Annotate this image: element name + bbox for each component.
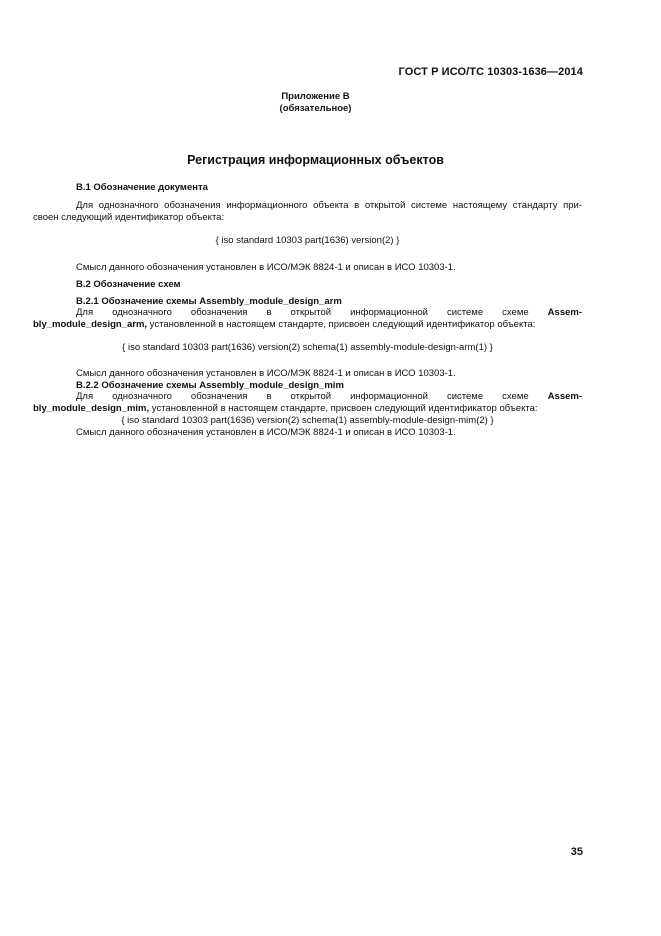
heading-b2: В.2 Обозначение схем: [76, 279, 181, 290]
b21-line2-text: установленной в настоящем стандарте, присвоен следующий идентификатор объекта:: [147, 319, 536, 330]
appendix-status: (обязательное): [279, 103, 352, 114]
b22-line1-schema-name: Assem-: [547, 391, 582, 402]
b1-meaning: Смысл данного обозначения установлен в ИСО/МЭК 8824-1 и описан в ИСО 10303-1.: [76, 262, 456, 273]
b22-identifier: { iso standard 10303 part(1636) version(2) schema(1) assembly-module-design-mim(2) }: [121, 415, 494, 426]
heading-b1: В.1 Обозначение документа: [76, 182, 208, 193]
heading-b21: В.2.1 Обозначение схемы Assembly_module_design_arm: [76, 296, 342, 307]
heading-b22: В.2.2 Обозначение схемы Assembly_module_design_mim: [76, 380, 344, 391]
b21-paragraph-line2: [33, 319, 582, 331]
page-number: 35: [570, 846, 583, 858]
b1-paragraph-line1: Для однозначного обозначения информационного объекта в открытой системе настоящему стандарту при-: [76, 200, 582, 211]
b22-line2-schema-name: bly_module_design_mim,: [33, 403, 150, 414]
b22-paragraph-line1: [33, 391, 582, 403]
b21-line1-text: Для однозначного обозначения в открытой информационной системе схеме: [76, 307, 529, 318]
b22-line1-text: Для однозначного обозначения в открытой информационной системе схеме: [76, 391, 529, 402]
section-title: Регистрация информационных объектов: [187, 153, 444, 167]
b21-line2-schema-name: bly_module_design_arm,: [33, 319, 148, 330]
appendix-title: Приложение В: [281, 91, 350, 102]
document-code-header: ГОСТ Р ИСО/ТС 10303-1636—2014: [398, 66, 583, 78]
b22-meaning: Смысл данного обозначения установлен в ИСО/МЭК 8824-1 и описан в ИСО 10303-1.: [76, 427, 456, 438]
b1-paragraph-line2: своен следующий идентификатор объекта:: [33, 212, 225, 223]
b21-identifier: { iso standard 10303 part(1636) version(2) schema(1) assembly-module-design-arm(1) }: [122, 342, 493, 353]
b22-line2-text: установленной в настоящем стандарте, присвоен следующий идентификатор объекта:: [149, 403, 538, 414]
b1-identifier: { iso standard 10303 part(1636) version(2) }: [215, 235, 400, 246]
b21-line1-schema-name: Assem-: [547, 307, 582, 318]
b21-meaning: Смысл данного обозначения установлен в ИСО/МЭК 8824-1 и описан в ИСО 10303-1.: [76, 368, 456, 379]
b22-paragraph-line2: [33, 403, 582, 415]
b21-paragraph-line1: [33, 307, 582, 319]
